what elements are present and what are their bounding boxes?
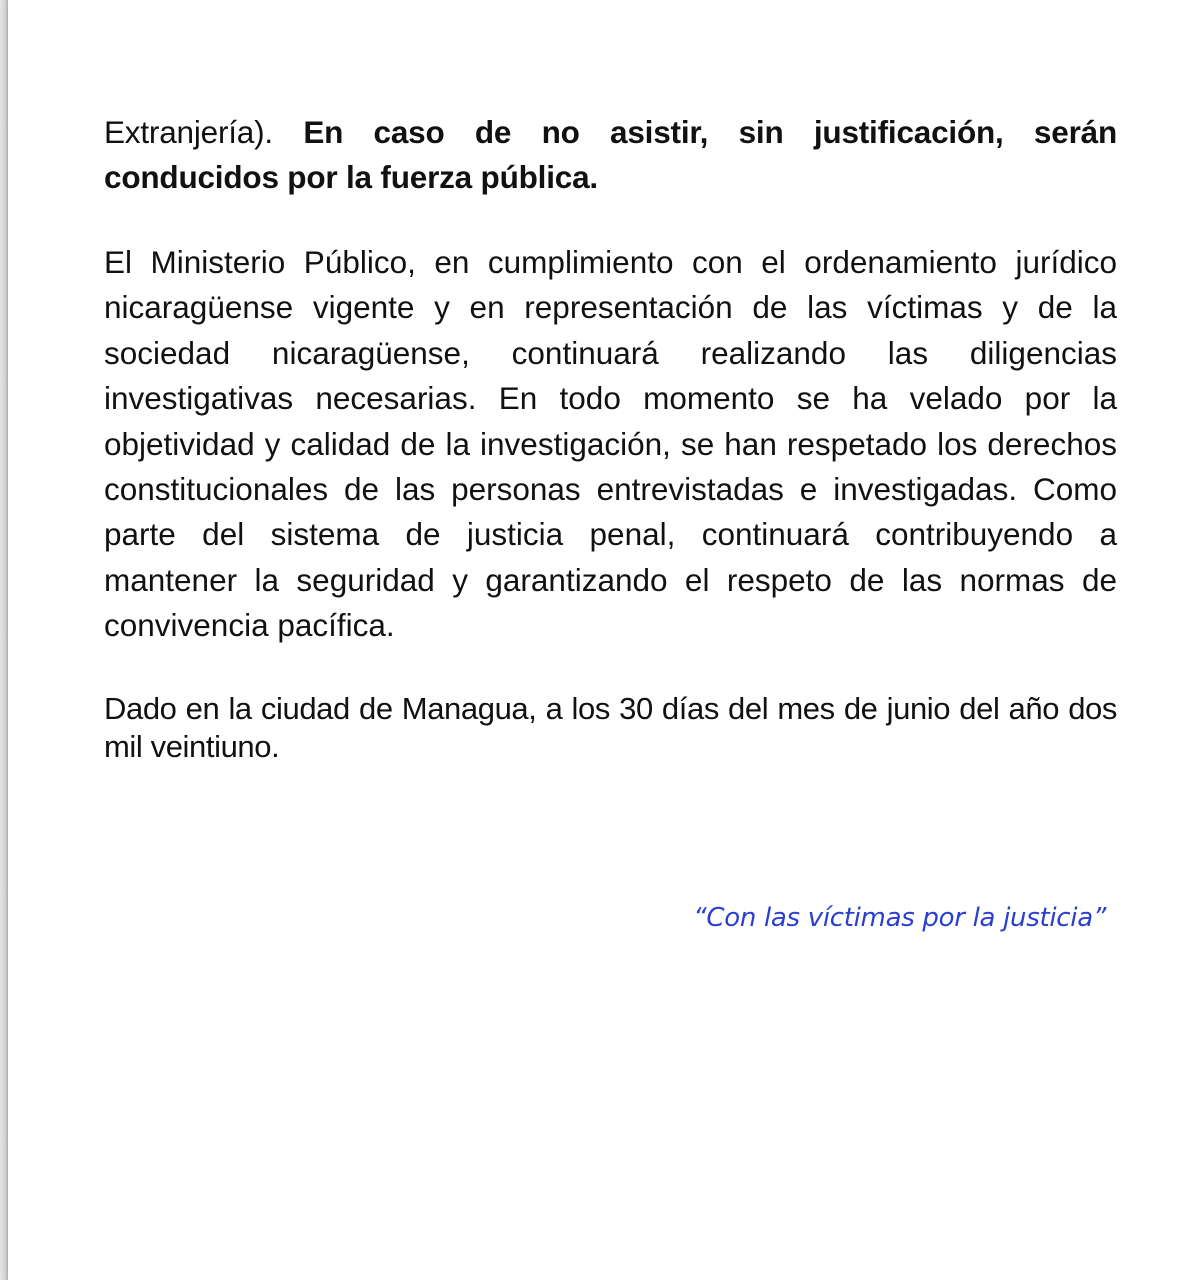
paragraph-bold-warning: En caso de no asistir, sin justificación, serán conducidos por la fuerza pública. <box>104 114 1117 195</box>
page-edge-shadow <box>0 0 8 1280</box>
institutional-motto: “Con las víctimas por la justicia” <box>693 903 1106 933</box>
paragraph-summons <box>104 110 1117 200</box>
paragraph-ministry-statement: El Ministerio Público, en cumplimiento con el ordenamiento jurídico nicaragüense vigente y en representación de las víctimas y de la sociedad nicaragüense, continuará realizando las diligencias investigativas necesarias. En todo momento se ha velado por la objetividad y calidad de la investigación, se han respetado los derechos constitucionales de las personas entrevistadas e investigadas. Como parte del sistema de justicia penal, continuará contribuyendo a mantener la seguridad y garantizando el respeto de las normas de convivencia pacífica. <box>104 244 1117 644</box>
document-page <box>8 0 1196 1280</box>
paragraph-lead-text: Extranjería). <box>104 114 273 150</box>
paragraph-date-place: Dado en la ciudad de Managua, a los 30 días del mes de junio del año dos mil veintiuno. <box>104 691 1117 764</box>
